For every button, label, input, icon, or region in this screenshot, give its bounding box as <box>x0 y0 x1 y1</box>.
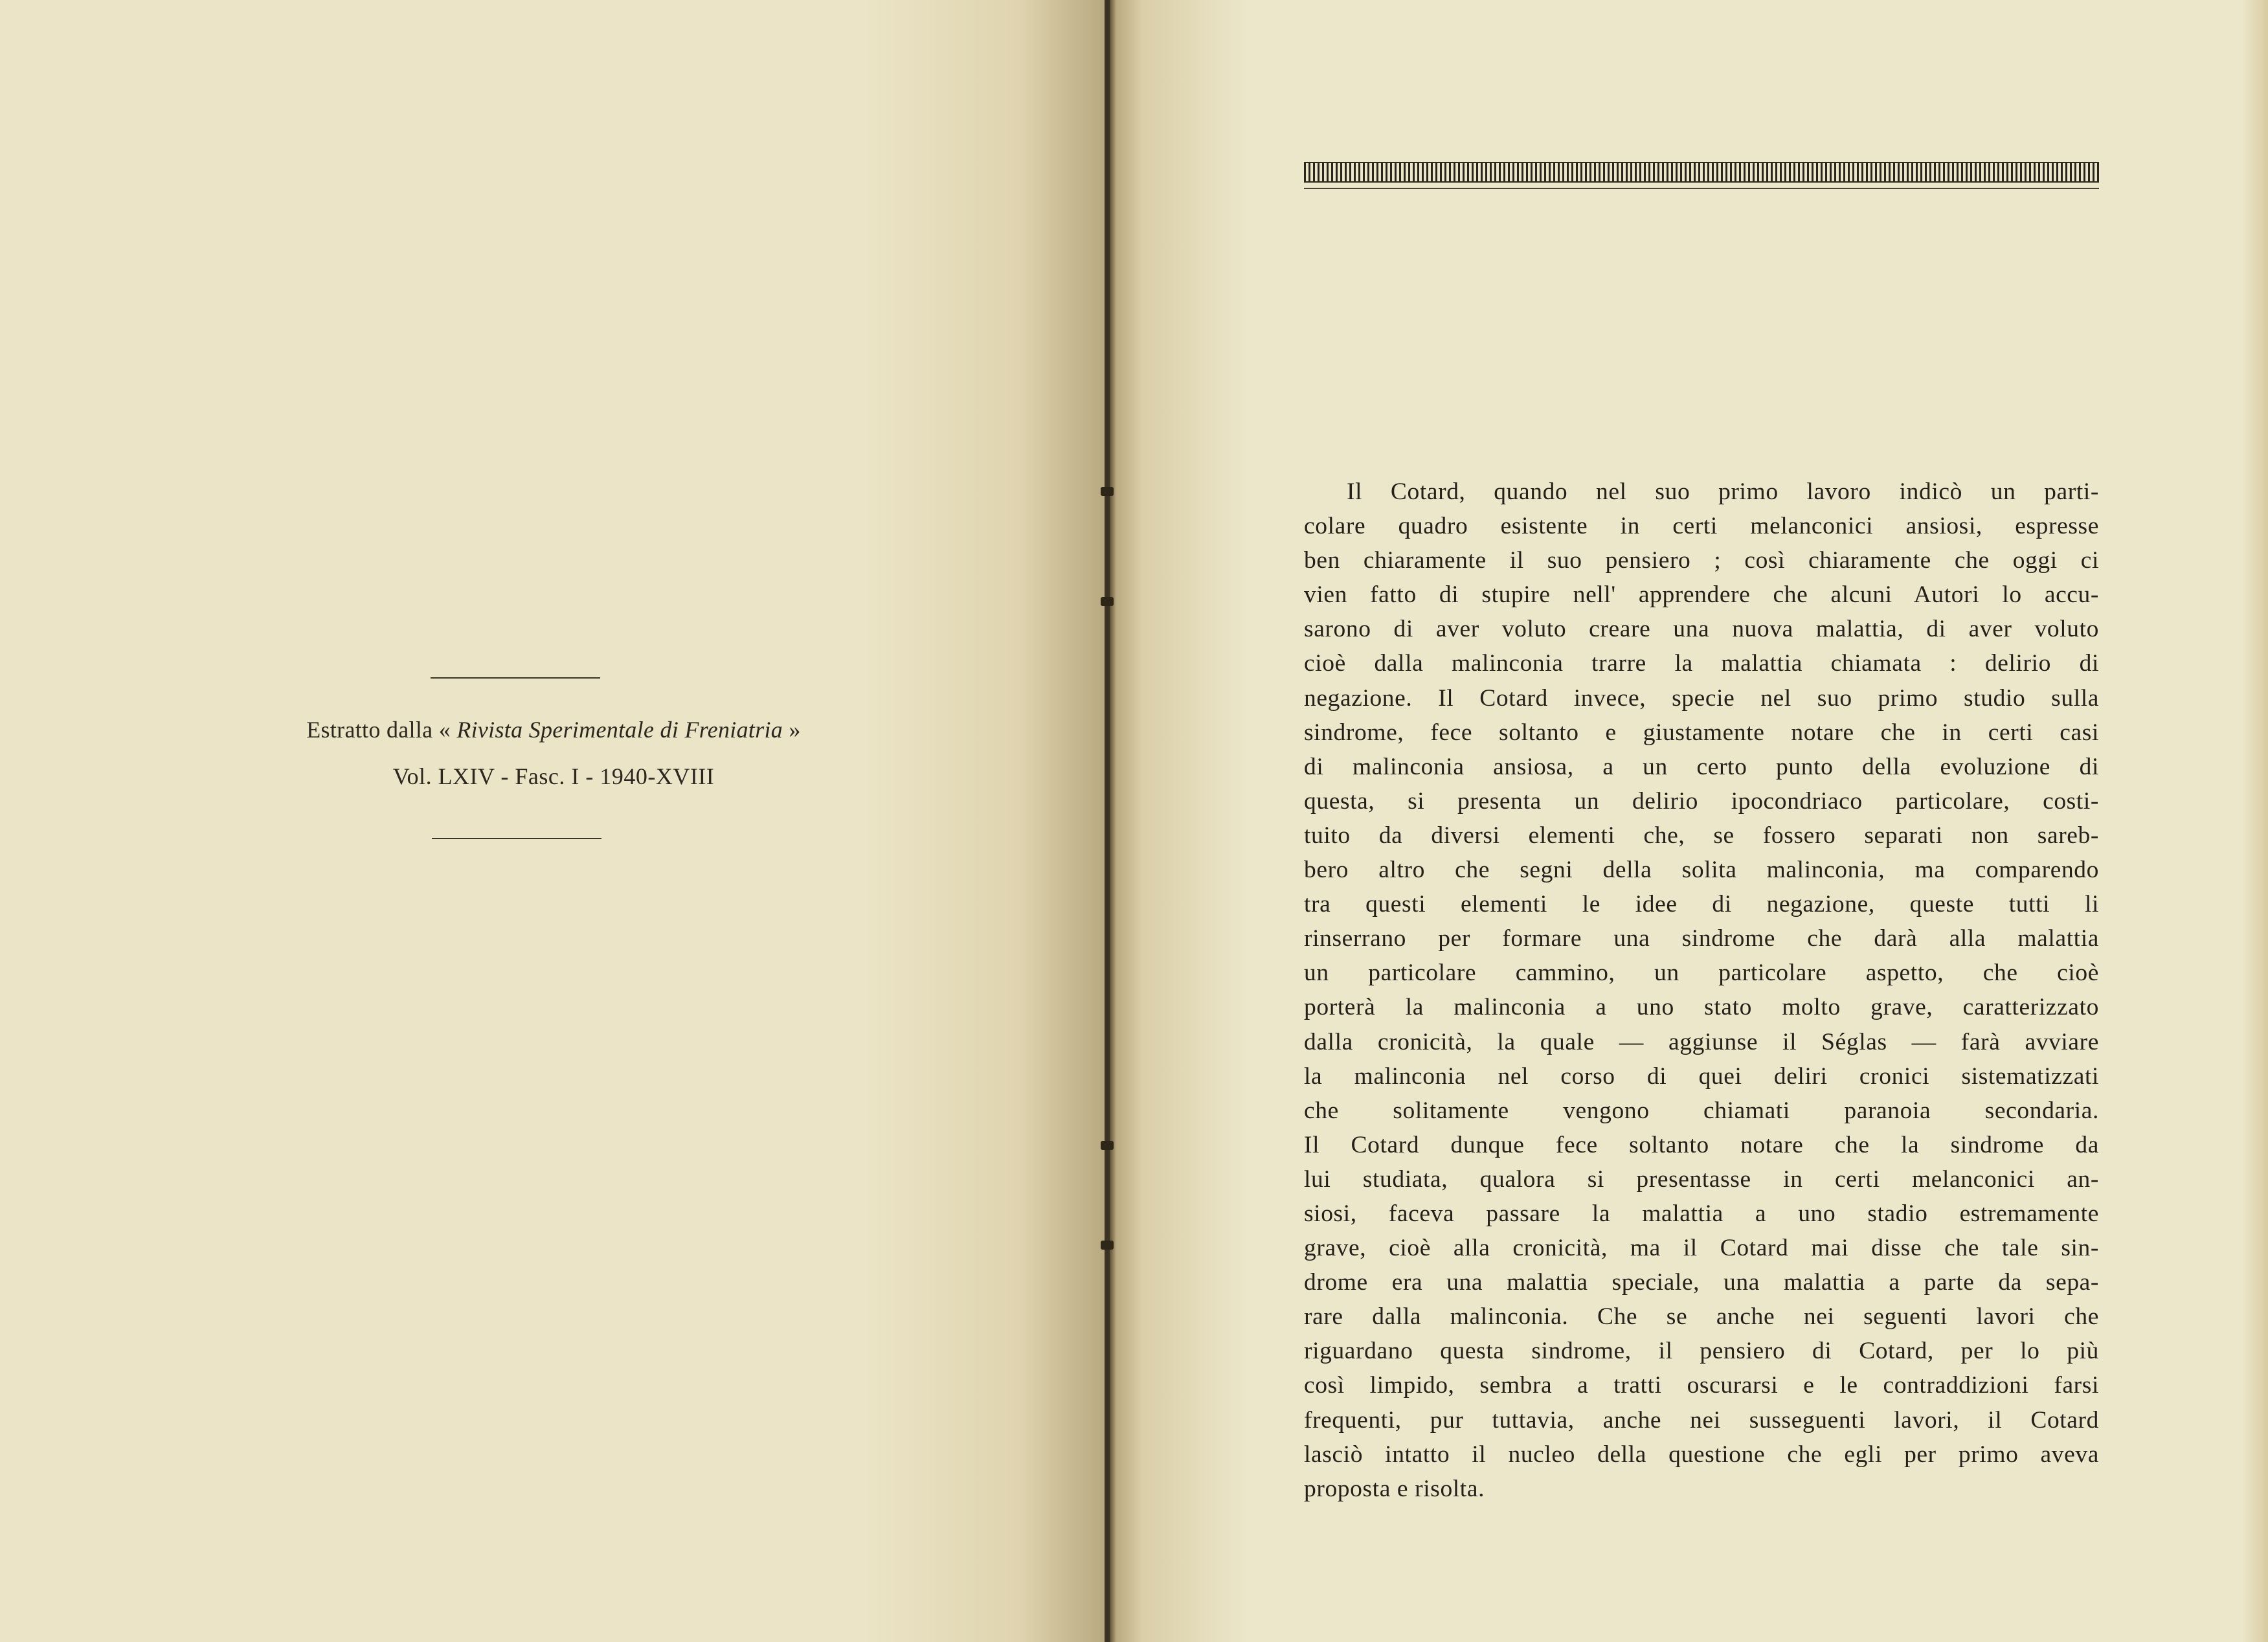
text-line: porterà la malinconia a uno stato molto grave, caratterizzato <box>1304 994 2099 1021</box>
extract-prefix: Estratto dalla « <box>306 717 457 743</box>
binding-stitch <box>1101 1141 1114 1150</box>
text-line: Il Cotard dunque fece soltanto notare che la sindrome da <box>1304 1131 2099 1158</box>
binding-stitch <box>1101 1241 1114 1250</box>
body-paragraph <box>1304 475 2099 1506</box>
text-line: riguardano questa sindrome, il pensiero di Cotard, per lo più <box>1304 1338 2099 1365</box>
binding-stitch <box>1101 597 1114 606</box>
bottom-divider-rule <box>432 838 601 839</box>
text-line: la malinconia nel corso di quei deliri cronici sistematizzati <box>1304 1063 2099 1090</box>
volume-line: Vol. LXIV - Fasc. I - 1940-XVIII <box>392 763 715 789</box>
extract-source-line <box>0 716 1107 743</box>
text-line: rare dalla malinconia. Che se anche nei seguenti lavori che <box>1304 1303 2099 1331</box>
binding-stitch <box>1101 487 1114 496</box>
text-line: frequenti, pur tuttavia, anche nei susseguenti lavori, il Cotard <box>1304 1406 2099 1434</box>
text-line: così limpido, sembra a tratti oscurarsi e le contraddizioni farsi <box>1304 1372 2099 1399</box>
text-line: negazione. Il Cotard invece, specie nel suo primo studio sulla <box>1304 684 2099 712</box>
text-line: drome era una malattia speciale, una malattia a parte da sepa- <box>1304 1269 2099 1296</box>
text-line: sindrome, fece soltanto e giustamente notare che in certi casi <box>1304 719 2099 746</box>
book-gutter <box>1105 0 1110 1642</box>
text-line: tra questi elementi le idee di negazione, queste tutti li <box>1304 891 2099 918</box>
text-line: proposta e risolta. <box>1304 1475 1485 1502</box>
text-line: grave, cioè alla cronicità, ma il Cotard mai disse che tale sin- <box>1304 1235 2099 1262</box>
text-line: bero altro che segni della solita malinconia, ma comparendo <box>1304 857 2099 884</box>
text-line: cioè dalla malinconia trarre la malattia chiamata : delirio di <box>1304 650 2099 677</box>
decorative-header-bar <box>1304 162 2099 183</box>
text-line: lasciò intatto il nucleo della questione che egli per primo aveva <box>1304 1441 2099 1468</box>
text-line: un particolare cammino, un particolare aspetto, che cioè <box>1304 960 2099 987</box>
extract-suffix: » <box>783 717 801 743</box>
page-edge <box>2242 0 2268 1642</box>
top-divider-rule <box>431 677 600 679</box>
gutter-shadow <box>1110 0 1116 1642</box>
text-line: tuito da diversi elementi che, se fossero separati non sareb- <box>1304 822 2099 849</box>
text-line: ben chiaramente il suo pensiero ; così chiaramente che oggi ci <box>1304 547 2099 574</box>
text-line: dalla cronicità, la quale — aggiunse il Séglas — farà avviare <box>1304 1028 2099 1055</box>
text-line: che solitamente vengono chiamati paranoia secondaria. <box>1304 1097 2099 1124</box>
text-line: Il Cotard, quando nel suo primo lavoro indicò un parti- <box>1347 478 2099 505</box>
text-line: vien fatto di stupire nell' apprendere che alcuni Autori lo accu- <box>1304 581 2099 609</box>
text-line: colare quadro esistente in certi melanconici ansiosi, espresse <box>1304 513 2099 540</box>
text-line: lui studiata, qualora si presentasse in certi melanconici an- <box>1304 1165 2099 1193</box>
text-line: di malinconia ansiosa, a un certo punto della evoluzione di <box>1304 753 2099 780</box>
text-line: sarono di aver voluto creare una nuova malattia, di aver voluto <box>1304 616 2099 643</box>
text-line: rinserrano per formare una sindrome che darà alla malattia <box>1304 925 2099 952</box>
text-line: questa, si presenta un delirio ipocondriaco particolare, costi- <box>1304 787 2099 815</box>
journal-name: Rivista Sperimentale di Freniatria <box>456 717 783 743</box>
left-page <box>0 0 1107 1642</box>
text-line: siosi, faceva passare la malattia a uno stadio estremamente <box>1304 1200 2099 1227</box>
header-underline-rule <box>1304 188 2099 189</box>
